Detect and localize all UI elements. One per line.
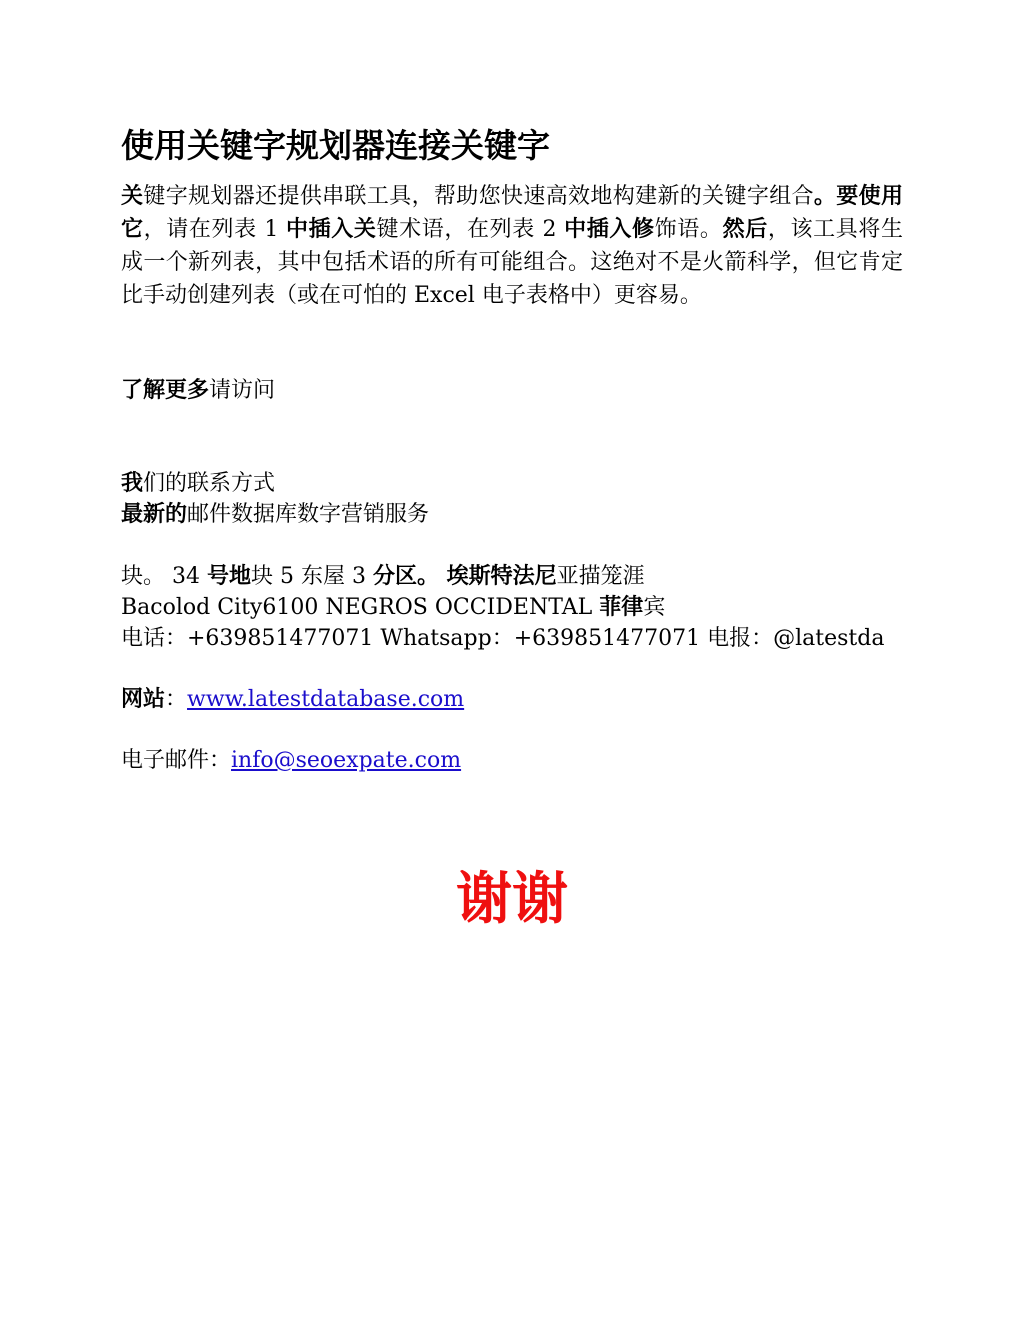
address-2c: 宾	[643, 595, 666, 620]
address-1b: 号地	[206, 564, 251, 589]
address-line-2	[121, 592, 903, 623]
learn-more-bold: 了解更多	[121, 378, 210, 403]
title-rest-part: 键字规划器连接关键字	[220, 126, 550, 165]
address-2b: 菲律	[599, 595, 644, 620]
address-1a: 块。 34	[121, 564, 207, 589]
learn-more-rest: 请访问	[209, 378, 276, 403]
phone-line: 电话：+639851477071 Whatsapp：+639851477071 电报：@latestda	[121, 626, 885, 651]
company-rest: 邮件数据库数字营销服务	[187, 502, 430, 527]
document-page	[121, 120, 903, 776]
para-seg-4: ，请在列表 1	[143, 217, 287, 242]
website-label-bold: 网站	[121, 687, 166, 712]
address-line-1	[121, 561, 903, 592]
spacer	[121, 715, 903, 745]
contact-section	[121, 375, 903, 776]
company-line	[121, 499, 903, 530]
para-seg-1: 关	[121, 184, 144, 209]
contact-us-bold: 我	[121, 471, 144, 496]
para-seg-8: 饰语。	[654, 217, 723, 242]
email-line	[121, 745, 903, 776]
spacer	[121, 530, 903, 561]
contact-us-line	[121, 468, 903, 499]
spacer	[121, 406, 903, 437]
spacer	[121, 437, 903, 468]
title-bold-part: 使用关	[121, 126, 220, 165]
company-bold: 最新的	[121, 502, 188, 527]
address-2a: Bacolod City6100 NEGROS OCCIDENTAL	[121, 595, 600, 620]
para-seg-10: ，该工具将生成一个新列表，其中包括术语的所有可能组合。这绝对不是火箭科学，但它肯定比手动创建列表（或在可怕的 Excel 电子表格中）更容易。	[121, 217, 903, 308]
para-seg-9: 然后	[722, 217, 768, 242]
email-link[interactable]: info@seoexpate.com	[231, 748, 462, 773]
spacer	[121, 654, 903, 684]
address-1d: 分区。 埃斯特法尼	[372, 564, 557, 589]
para-seg-5: 中插入关	[286, 217, 377, 242]
address-1e: 亚描笼涯	[556, 564, 645, 589]
website-label-rest: ：	[165, 687, 188, 712]
website-link[interactable]: www.latestdatabase.com	[187, 687, 465, 712]
para-seg-6: 键术语，在列表 2	[376, 217, 565, 242]
contact-us-rest: 们的联系方式	[143, 471, 276, 496]
para-seg-2: 键字规划器还提供串联工具，帮助您快速高效地构建新的关键字组合	[143, 184, 814, 209]
thanks-heading: 谢谢	[456, 867, 568, 932]
email-label: 电子邮件：	[121, 748, 232, 773]
address-1c: 块 5 东屋 3	[251, 564, 373, 589]
learn-more-line	[121, 375, 903, 406]
website-line	[121, 684, 903, 715]
para-seg-7: 中插入修	[564, 217, 655, 242]
page-title	[121, 120, 903, 172]
para-seg-3: 。要使用它	[121, 184, 903, 242]
body-paragraph	[121, 180, 903, 312]
